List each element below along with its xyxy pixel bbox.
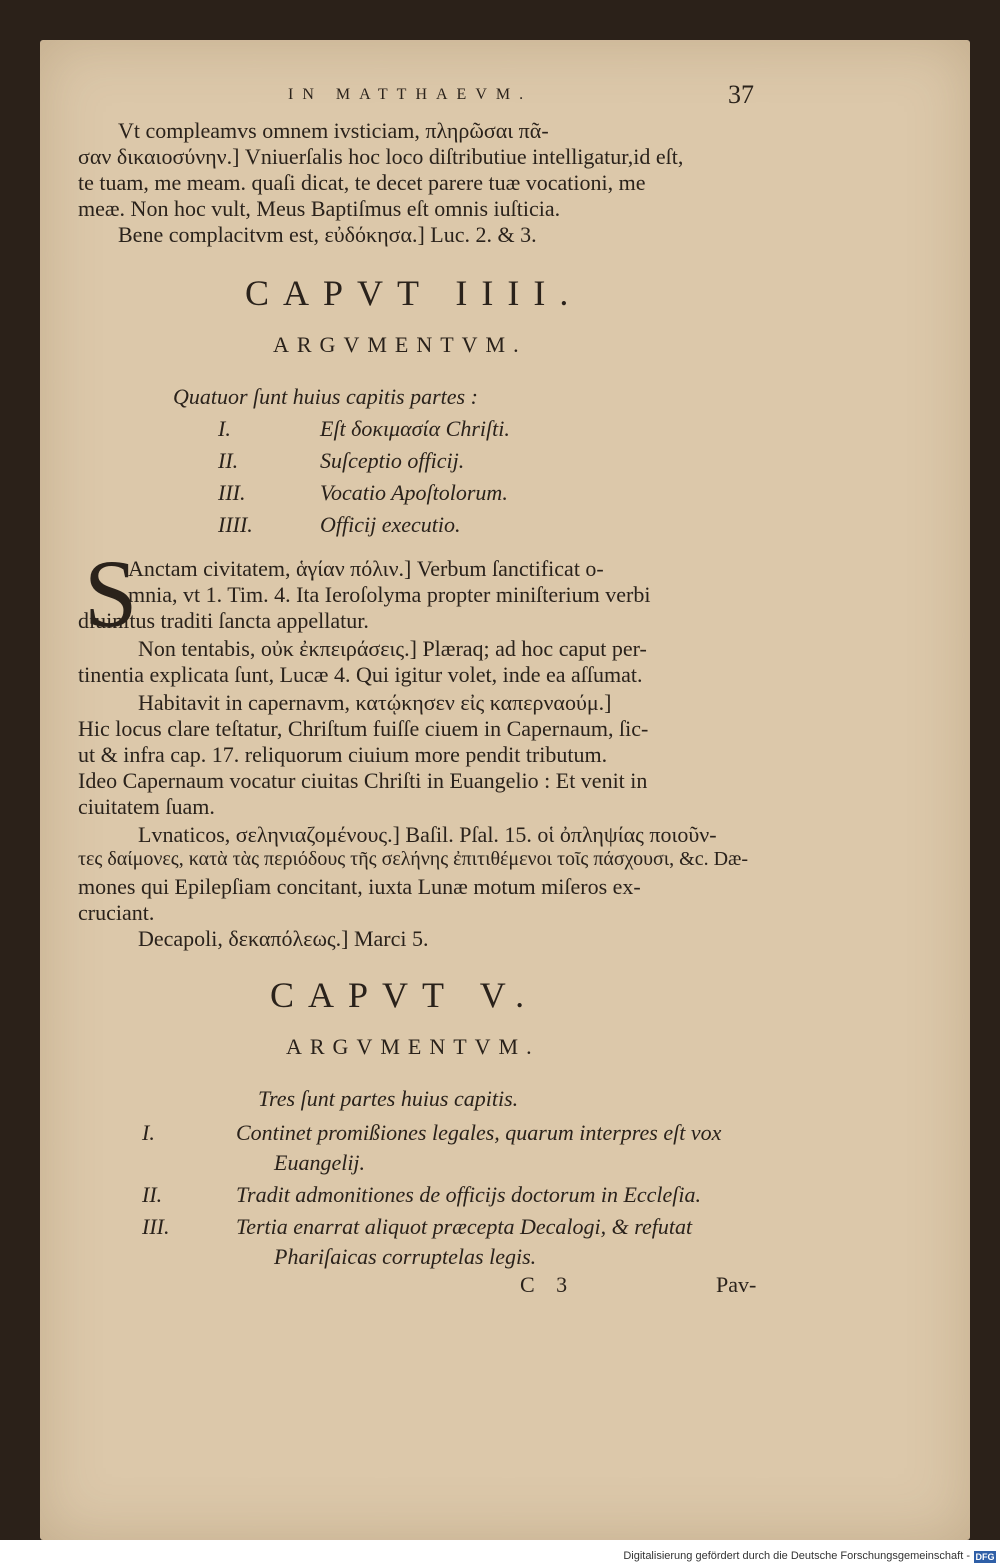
part-text: Phariſaicas corruptelas legis. bbox=[274, 1244, 537, 1269]
signature-mark: C 3 bbox=[520, 1272, 576, 1297]
part-number: IIII. bbox=[218, 512, 253, 537]
text-line: mones qui Epilepſiam concitant, iuxta Lunæ motum miſeros ex- bbox=[78, 874, 641, 899]
part-number: II. bbox=[142, 1182, 163, 1207]
chapter-title: CAPVT IIII. bbox=[245, 273, 583, 313]
page-number: 37 bbox=[728, 80, 754, 109]
text-line: Hic locus clare teſtatur, Chriſtum fuiſſe ciuem in Capernaum, ſic- bbox=[78, 716, 649, 741]
chapter-title: CAPVT V. bbox=[270, 975, 539, 1015]
text-line: meæ. Non hoc vult, Meus Baptiſmus eſt omnis iuſticia. bbox=[78, 196, 561, 221]
text-line: cruciant. bbox=[78, 900, 155, 925]
catchword: Pav- bbox=[716, 1272, 757, 1297]
part-text: Suſceptio officij. bbox=[320, 448, 465, 473]
text-line: diuinitus traditi ſancta appellatur. bbox=[78, 608, 369, 633]
text-line: Decapoli, δεκαπόλεως.] Marci 5. bbox=[138, 926, 429, 951]
book-page bbox=[40, 40, 970, 1540]
chapter-subtitle: ARGVMENTVM. bbox=[273, 332, 527, 357]
part-text: Euangelij. bbox=[274, 1150, 366, 1175]
part-number: I. bbox=[142, 1120, 155, 1145]
argument-intro: Quatuor ſunt huius capitis partes : bbox=[173, 384, 478, 409]
part-number: II. bbox=[218, 448, 239, 473]
part-text: Vocatio Apoſtolorum. bbox=[320, 480, 508, 505]
text-line: Bene complacitvm est, εὐδόκησα.] Luc. 2. & 3. bbox=[118, 222, 537, 247]
text-line: te tuam, me meam. quaſi dicat, te decet parere tuæ vocationi, me bbox=[78, 170, 646, 195]
text-line: Ideo Capernaum vocatur ciuitas Chriſti in Euangelio : Et venit in bbox=[78, 768, 648, 793]
part-number: I. bbox=[218, 416, 231, 441]
text-line: τες δαίμονες, κατὰ τὰς περιόδους τῆς σελήνης ἐπιτιθέμενοι τοῖς πάσχουσι, &c. Dæ- bbox=[78, 848, 749, 870]
part-number: III. bbox=[142, 1214, 170, 1239]
footer-credit: Digitalisierung gefördert durch die Deutsche Forschungsgemeinschaft - bbox=[623, 1550, 970, 1562]
text-line: σαν δικαιοσύνην.] Vniuerſalis hoc loco diſtributiue intelligatur,id eſt, bbox=[78, 144, 684, 169]
text-line: mnia, vt 1. Tim. 4. Ita Ieroſolyma propter miniſterium verbi bbox=[128, 582, 651, 607]
text-line: tinentia explicata ſunt, Lucæ 4. Qui igitur volet, inde ea aſſumat. bbox=[78, 662, 643, 687]
argument-intro: Tres ſunt partes huius capitis. bbox=[258, 1086, 519, 1111]
part-text: Tradit admonitiones de officijs doctorum in Eccleſia. bbox=[236, 1182, 702, 1207]
text-line: Habitavit in capernavm, κατῴκησεν εἰς καπερναούμ.] bbox=[138, 690, 612, 715]
chapter-subtitle: ARGVMENTVM. bbox=[286, 1034, 540, 1059]
part-text: Eſt δοκιμασία Chriſti. bbox=[320, 416, 510, 441]
part-text: Tertia enarrat aliquot præcepta Decalogi, & refutat bbox=[236, 1214, 693, 1239]
text-line: ut & infra cap. 17. reliquorum ciuium more pendit tributum. bbox=[78, 742, 608, 767]
footer-bar bbox=[0, 1540, 1000, 1568]
dfg-logo: DFG bbox=[975, 1552, 995, 1562]
drop-cap: S bbox=[84, 540, 138, 647]
part-number: III. bbox=[218, 480, 246, 505]
running-head: IN MATTHAEVM. bbox=[288, 86, 533, 103]
text-line: Non tentabis, οὐκ ἐκπειράσεις.] Plæraq; ad hoc caput per- bbox=[138, 636, 647, 661]
part-text: Continet promißiones legales, quarum interpres eſt vox bbox=[236, 1120, 722, 1145]
text-line: ciuitatem ſuam. bbox=[78, 794, 215, 819]
part-text: Officij executio. bbox=[320, 512, 461, 537]
text-line: Lvnaticos, σεληνιαζομένους.] Baſil. Pſal. 15. οἱ ὀπληψίας ποιοῦν- bbox=[138, 822, 717, 847]
text-line: Vt compleamvs omnem ivsticiam, πληρῶσαι πᾶ- bbox=[118, 118, 549, 143]
text-line: Anctam civitatem, ἁγίαν πόλιν.] Verbum ſanctificat o- bbox=[128, 556, 604, 581]
